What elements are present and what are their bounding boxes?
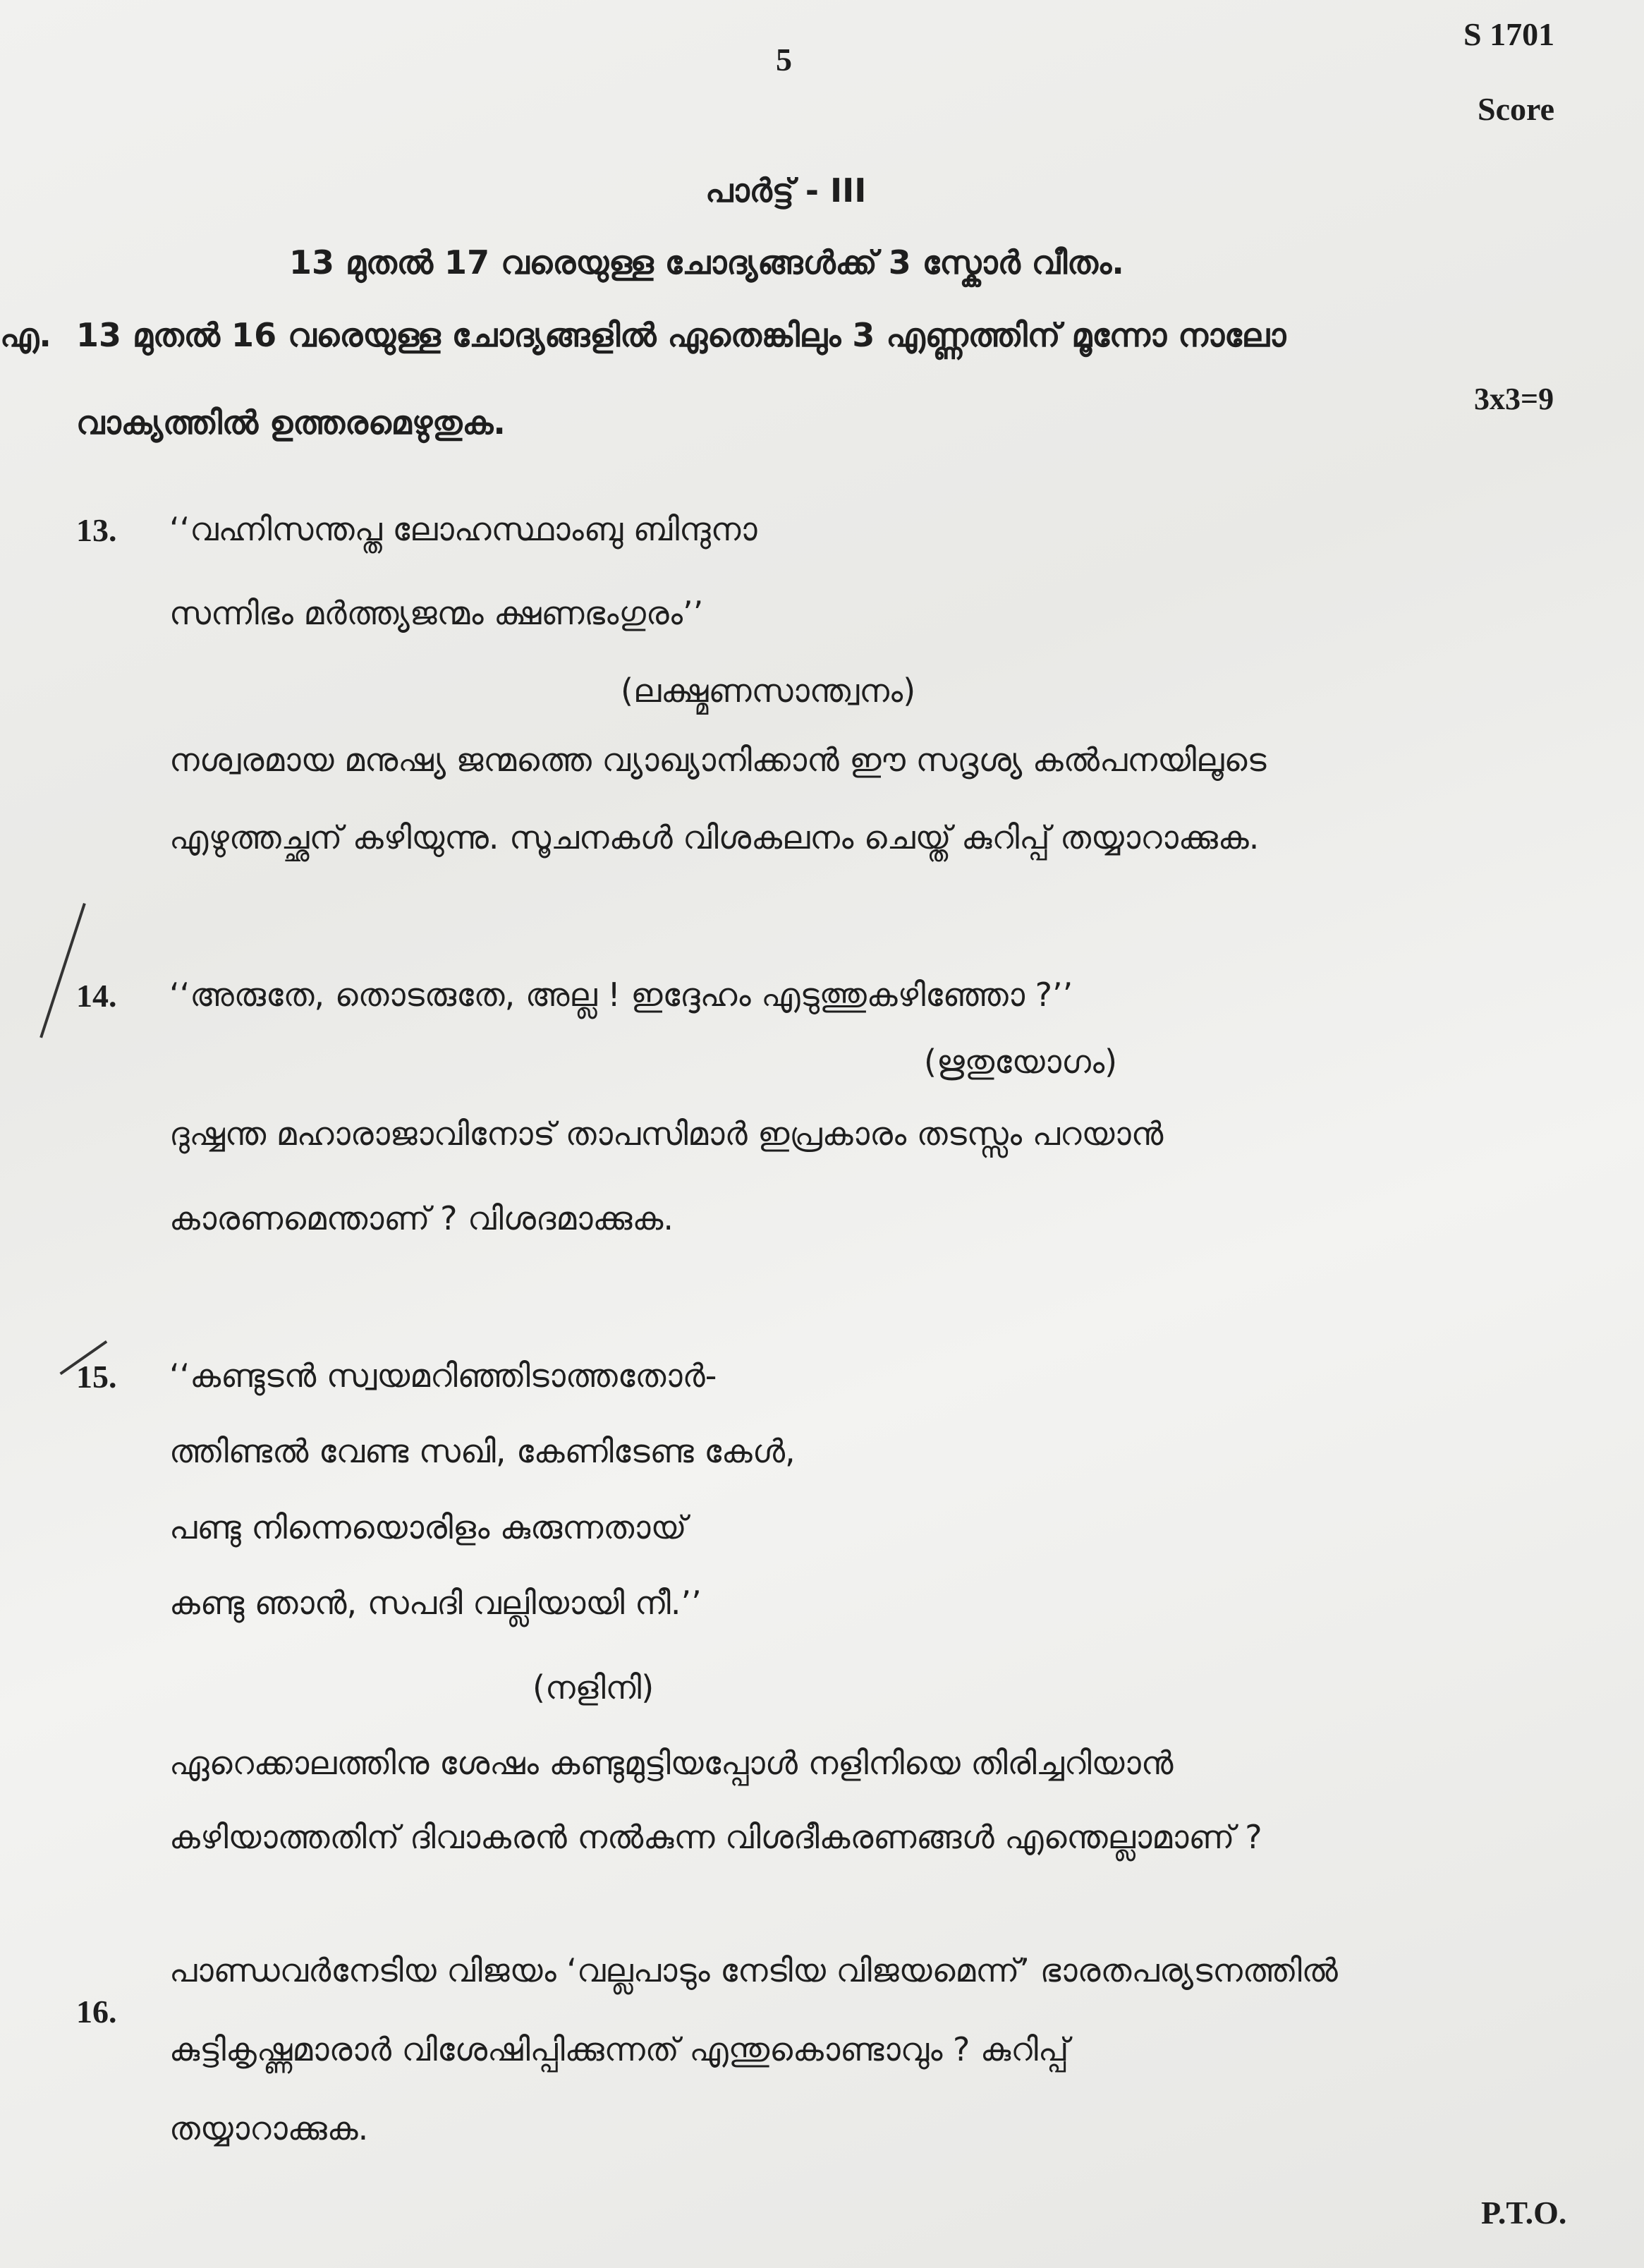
- section-label: എ.: [0, 316, 51, 354]
- pen-tick-mark: [39, 903, 86, 1038]
- quote-line: ‘‘കണ്ടുടൻ സ്വയമറിഞ്ഞിടാത്തതോർ-: [169, 1357, 717, 1395]
- quote-line: ‘‘അരുതേ, തൊടരുതേ, അല്ല ! ഇദ്ദേഹം എടുത്തുകഴിഞ്ഞോ ?’’: [169, 976, 1073, 1014]
- question-text-line: പാണ്ഡവർനേടിയ വിജയം ‘വല്ലപാടും നേടിയ വിജയമെന്ന്’ ഭാരതപര്യടനത്തിൽ: [169, 1951, 1338, 1989]
- section-instruction-line2: വാക്യത്തിൽ ഉത്തരമെഴുതുക.: [76, 404, 506, 442]
- question-text-line: കഴിയാത്തതിന് ദിവാകരൻ നൽകുന്ന വിശദീകരണങ്ങൾ എന്തെല്ലാമാണ് ?: [169, 1818, 1262, 1856]
- question-source: (ലക്ഷ്മണസാന്ത്വനം): [621, 672, 916, 710]
- quote-line: കണ്ടു ഞാൻ, സപദി വല്ലിയായി നീ.’’: [169, 1584, 702, 1622]
- section-score: 3x3=9: [1474, 382, 1554, 416]
- question-text-line: ദുഷ്ഷന്ത മഹാരാജാവിനോട് താപസിമാർ ഇപ്രകാരം തടസ്സം പറയാൻ: [169, 1115, 1164, 1153]
- question-number: 16.: [76, 1994, 117, 2030]
- quote-line: സന്നിഭം മർത്ത്യജന്മം ക്ഷണഭംഗുരം’’: [169, 594, 704, 632]
- question-source: (നളിനി): [532, 1668, 654, 1706]
- question-text-line: കാരണമെന്താണ് ? വിശദമാക്കുക.: [169, 1199, 674, 1237]
- part-instruction: 13 മുതൽ 17 വരെയുള്ള ചോദ്യങ്ങൾക്ക് 3 സ്കോർ വീതം.: [289, 243, 1124, 281]
- question-text-line: തയ്യാറാക്കുക.: [169, 2109, 369, 2147]
- paper-code: S 1701: [1463, 16, 1555, 52]
- section-instruction-line1: 13 മുതൽ 16 വരെയുള്ള ചോദ്യങ്ങളിൽ ഏതെങ്കിലും 3 എണ്ണത്തിന് മൂന്നോ നാലോ: [76, 316, 1286, 354]
- page-number: 5: [776, 42, 792, 78]
- question-text-line: നശ്വരമായ മനുഷ്യ ജന്മത്തെ വ്യാഖ്യാനിക്കാൻ ഈ സദൃശ്യ കൽപനയിലൂടെ: [169, 741, 1267, 779]
- question-text-line: എഴുത്തച്ഛന് കഴിയുന്നു. സൂചനകൾ വിശകലനം ചെയ്ത് കുറിപ്പ് തയ്യാറാക്കുക.: [169, 818, 1260, 856]
- quote-line: ‘‘വഹ്നിസന്തപ്ത ലോഹസ്ഥാംബു ബിന്ദുനാ: [169, 510, 757, 548]
- part-title: പാർട്ട് - III: [705, 171, 867, 210]
- quote-line: പണ്ടു നിന്നെയൊരിളം കുരുന്നതായ്: [169, 1508, 687, 1546]
- question-number: 13.: [76, 512, 117, 548]
- question-source: (ഋതുയോഗം): [924, 1043, 1118, 1081]
- pto-label: P.T.O.: [1481, 2195, 1567, 2231]
- question-text-line: ഏറെക്കാലത്തിനു ശേഷം കണ്ടുമുട്ടിയപ്പോൾ നളിനിയെ തിരിച്ചറിയാൻ: [169, 1744, 1174, 1782]
- question-number: 15.: [76, 1359, 117, 1395]
- quote-line: ത്തിണ്ടൽ വേണ്ട സഖി, കേണിടേണ്ട കേൾ,: [169, 1432, 796, 1470]
- score-label: Score: [1478, 91, 1555, 127]
- question-number: 14.: [76, 978, 117, 1014]
- question-text-line: കുട്ടികൃഷ്ണമാരാർ വിശേഷിപ്പിക്കുന്നത് എന്തുകൊണ്ടാവും ? കുറിപ്പ്: [169, 2030, 1069, 2068]
